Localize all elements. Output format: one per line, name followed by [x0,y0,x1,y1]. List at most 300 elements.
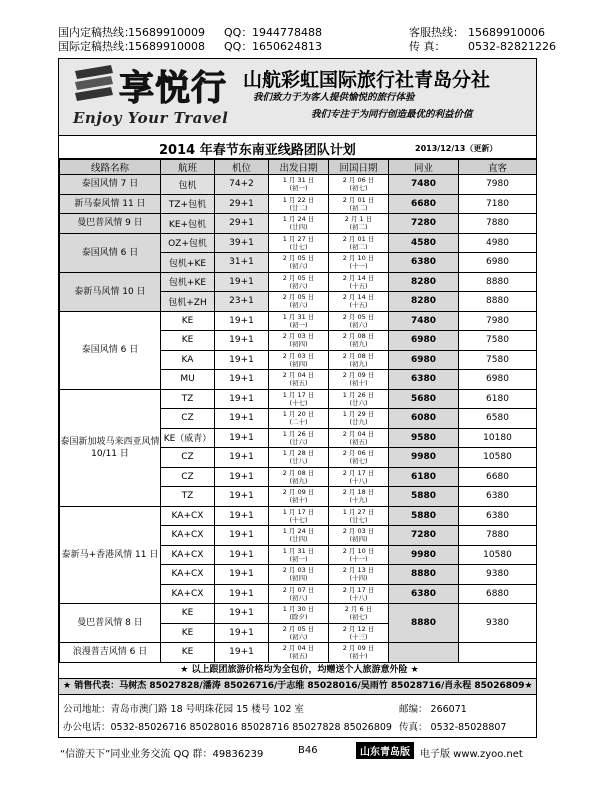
peer-price: 6380 [389,370,459,390]
flight-code: KE [161,331,215,351]
return-date [329,253,389,273]
date-value: 2 月 04 日 [282,644,315,653]
departure-date [269,506,329,526]
peer-price: 8880 [389,604,459,643]
lunar-date: (初一) [289,320,308,329]
route-name: 曼巴普风情 8 日 [60,604,161,643]
flight-code: KA+CX [161,584,215,604]
intl-qq: 1650624813 [252,40,322,53]
qq-group: “信游天下”同业业务交流 QQ 群：49836239 [60,749,264,760]
return-date [329,331,389,351]
logo-text: 享悦行 [119,68,228,109]
direct-price: 4980 [459,233,537,253]
flight-code: KA+CX [161,526,215,546]
date-value: 2 月 08 日 [342,332,375,341]
domestic-label: 国内定稿热线： [58,26,135,39]
direct-price: 7980 [459,311,537,331]
direct-price: 7580 [459,350,537,370]
return-date [329,448,389,468]
lunar-date: (初七) [349,184,368,193]
direct-price: 6380 [459,487,537,507]
service-phone: 15689910006 [468,26,545,39]
lunar-date: (初七) [349,613,368,622]
direct-price: 6980 [459,253,537,273]
column-header: 线路名称 [60,160,161,175]
return-date [329,545,389,565]
date-value: 2 月 08 日 [282,468,315,477]
seat-count: 19+1 [215,428,269,448]
table-row [60,214,537,234]
date-value: 2 月 6 日 [344,605,373,614]
lunar-date: (十七) [289,515,308,524]
seat-count: 29+1 [215,214,269,234]
return-date [329,214,389,234]
plan-title: 2014 年春节东南亚线路团队计划 [159,143,356,158]
direct-price: 7580 [459,331,537,351]
table-row [60,643,537,663]
seat-count: 19+1 [215,350,269,370]
fax-number: 0532-82821226 [468,40,556,53]
seat-count: 19+1 [215,584,269,604]
direct-price: 9380 [459,604,537,643]
seat-count: 31+1 [215,253,269,273]
peer-price: 5880 [389,487,459,507]
domestic-phone: 15689910009 [128,26,205,39]
departure-date [269,565,329,585]
postcode: 邮编： 266071 [399,704,467,715]
footer-fax: 传真： 0532-85028807 [399,722,507,733]
lunar-date: (二十) [289,418,308,427]
peer-price: 4580 [389,233,459,253]
direct-price: 8880 [459,292,537,312]
table-row [60,272,537,292]
slogan-2: 我们专注于为同行创造最优的利益价值 [311,109,473,120]
page-number: B46 [298,745,318,756]
flight-code: KE [161,623,215,643]
fax-label: 传 真： [409,40,446,53]
departure-date [269,253,329,273]
date-value: 1 月 31 日 [282,546,315,555]
direct-price: 6580 [459,409,537,429]
seat-count: 19+1 [215,272,269,292]
table-row [60,233,537,253]
seat-count: 19+1 [215,370,269,390]
return-date [329,292,389,312]
date-value: 1 月 29 日 [342,410,375,419]
seat-count: 19+1 [215,409,269,429]
intl-qq-label: QQ： [224,40,253,53]
lunar-date: (廿七) [289,242,308,251]
slogan-1: 我们致力于为客人提供愉悦的旅行体验 [253,92,415,103]
departure-date [269,428,329,448]
column-header: 直客 [459,160,537,175]
departure-date [269,292,329,312]
peer-price: 7280 [389,214,459,234]
seat-count: 19+1 [215,565,269,585]
seat-count: 19+1 [215,487,269,507]
lunar-date: (初五) [289,652,308,661]
date-value: 1 月 24 日 [282,215,315,224]
lunar-date: (十一) [349,262,368,271]
lunar-date: (十五) [349,301,368,310]
lunar-date: (廿四) [289,535,308,544]
column-header: 回国日期 [329,160,389,175]
date-value: 1 月 26 日 [282,429,315,438]
lunar-date: (初四) [289,359,308,368]
seat-count: 19+1 [215,467,269,487]
direct-price: 6980 [459,370,537,390]
column-header: 出发日期 [269,160,329,175]
return-date [329,428,389,448]
seat-count: 19+1 [215,311,269,331]
flight-code: MU [161,370,215,390]
peer-price: 9980 [389,448,459,468]
date-value: 2 月 09 日 [342,371,375,380]
lunar-date: (廿九) [349,418,368,427]
lunar-date: (初六) [289,281,308,290]
table-row [60,194,537,214]
date-value: 2 月 03 日 [282,351,315,360]
date-value: 2 月 10 日 [342,254,375,263]
sales-reps: ★ 销售代表：马树杰 85027828/潘涛 85026716/于志维 85028016/吴雨竹 85028716/肖永程 85026809★ [59,679,536,695]
return-date [329,233,389,253]
date-value: 1 月 17 日 [282,507,315,516]
date-value: 2 月 05 日 [282,254,315,263]
date-value: 2 月 06 日 [342,176,375,185]
date-value: 1 月 22 日 [282,195,315,204]
office-phone: 办公电话：0532-85026716 85028016 85028716 85027828 85026809 [63,722,392,733]
domestic-qq: 1944778488 [252,26,322,39]
flight-code: KE [161,311,215,331]
table-row [60,311,537,331]
lunar-date: (初六) [289,262,308,271]
peer-price: 6380 [389,584,459,604]
seat-count: 19+1 [215,545,269,565]
intl-label: 国际定稿热线： [58,40,135,53]
return-date [329,409,389,429]
date-value: 1 月 27 日 [282,234,315,243]
route-name: 泰国新加坡马来西亚风情 10/11 日 [60,389,161,506]
lunar-date: (初十) [349,652,368,661]
lunar-date: (初六) [289,632,308,641]
peer-price [389,643,459,663]
lunar-date: (除夕) [289,613,308,622]
lunar-date: (廿八) [289,457,308,466]
seat-count: 19+1 [215,389,269,409]
lunar-date: (廿六) [349,398,368,407]
departure-date [269,467,329,487]
flight-code: TZ [161,389,215,409]
return-date [329,526,389,546]
return-date [329,311,389,331]
departure-date [269,331,329,351]
date-value: 2 月 14 日 [342,293,375,302]
date-value: 2 月 01 日 [342,234,375,243]
direct-price: 6880 [459,584,537,604]
date-value: 1 月 24 日 [282,527,315,536]
date-value: 2 月 18 日 [342,488,375,497]
flight-code: KE（威青） [161,428,215,448]
departure-date [269,604,329,624]
direct-price: 6180 [459,389,537,409]
peer-price: 6080 [389,409,459,429]
date-value: 2 月 17 日 [342,585,375,594]
seat-count: 19+1 [215,643,269,663]
peer-price: 6680 [389,194,459,214]
lunar-date: (初二) [349,223,368,232]
lunar-date: (廿四) [289,223,308,232]
date-value: 1 月 31 日 [282,312,315,321]
return-date [329,272,389,292]
date-value: 2 月 17 日 [342,468,375,477]
date-value: 2 月 1 日 [344,215,373,224]
schedule-table [59,159,537,663]
lunar-date: (十九) [349,496,368,505]
direct-price: 6380 [459,506,537,526]
date-value: 2 月 13 日 [342,566,375,575]
lunar-date: (初一) [289,554,308,563]
lunar-date: (初十) [289,496,308,505]
price-note: ★ 以上跟团旅游价格均为全包价，均赠送个人旅游意外险 ★ [59,663,536,679]
seat-count: 19+1 [215,526,269,546]
date-value: 1 月 30 日 [282,605,315,614]
departure-date [269,311,329,331]
lunar-date: (初二) [349,203,368,212]
return-date [329,389,389,409]
flight-code: KE [161,643,215,663]
plan-title-bar [59,135,536,159]
date-value: 2 月 08 日 [342,351,375,360]
flight-code: 包机+ZH [161,292,215,312]
peer-price: 9980 [389,545,459,565]
banner [59,59,536,135]
plan-date: 2013/12/13（更新） [415,144,498,153]
flight-code: 包机+KE [161,253,215,273]
logo-icon [71,63,117,107]
route-name: 泰新马+香港风情 11 日 [60,506,161,604]
date-value: 2 月 03 日 [282,566,315,575]
date-value: 2 月 04 日 [342,429,375,438]
lunar-date: (初九) [349,340,368,349]
return-date [329,604,389,624]
lunar-date: (初六) [349,320,368,329]
route-name: 泰国风情 6 日 [60,233,161,272]
date-value: 2 月 14 日 [342,273,375,282]
direct-price: 9380 [459,565,537,585]
peer-price: 8280 [389,272,459,292]
table-row [60,506,537,526]
lunar-date: (初四) [289,340,308,349]
flight-code: TZ [161,487,215,507]
date-value: 2 月 03 日 [342,527,375,536]
peer-price: 7280 [389,526,459,546]
flight-code: CZ [161,409,215,429]
return-date [329,506,389,526]
direct-price: 10180 [459,428,537,448]
return-date [329,175,389,195]
flight-code: OZ+包机 [161,233,215,253]
flight-code: TZ+包机 [161,194,215,214]
date-value: 2 月 07 日 [282,585,315,594]
departure-date [269,175,329,195]
peer-price: 6980 [389,331,459,351]
domestic-qq-label: QQ： [224,26,253,39]
date-value: 1 月 31 日 [282,176,315,185]
route-name: 泰国风情 7 日 [60,175,161,195]
direct-price: 10580 [459,448,537,468]
peer-price: 5680 [389,389,459,409]
seat-count: 19+1 [215,623,269,643]
table-row [60,175,537,195]
date-value: 2 月 10 日 [342,546,375,555]
direct-price: 8880 [459,272,537,292]
edition-site: 电子版 www.zyoo.net [420,749,523,760]
route-name: 曼巴普风情 9 日 [60,214,161,234]
peer-price: 8880 [389,565,459,585]
company-name: 山航彩虹国际旅行社青岛分社 [243,69,491,91]
departure-date [269,643,329,663]
return-date [329,467,389,487]
lunar-date: (初八) [289,593,308,602]
logo-subtitle: Enjoy Your Travel [73,109,229,127]
date-value: 1 月 17 日 [282,390,315,399]
return-date [329,565,389,585]
route-name: 新马泰风情 11 日 [60,194,161,214]
peer-price: 7480 [389,311,459,331]
date-value: 1 月 26 日 [342,390,375,399]
departure-date [269,370,329,390]
seat-count: 19+1 [215,604,269,624]
direct-price: 7880 [459,214,537,234]
lunar-date: (十八) [349,476,368,485]
direct-price: 7180 [459,194,537,214]
departure-date [269,389,329,409]
seat-count: 74+2 [215,175,269,195]
seat-count: 29+1 [215,194,269,214]
date-value: 2 月 09 日 [342,644,375,653]
flight-code: CZ [161,467,215,487]
lunar-date: (十七) [289,398,308,407]
lunar-date: (廿六) [289,437,308,446]
flight-code: CZ [161,448,215,468]
flight-code: KA+CX [161,506,215,526]
direct-price: 7880 [459,526,537,546]
service-label: 客服热线： [409,26,464,39]
route-name: 泰新马风情 10 日 [60,272,161,311]
route-name: 浪漫普吉风情 6 日 [60,643,161,663]
return-date [329,623,389,643]
departure-date [269,214,329,234]
flight-code: KE+包机 [161,214,215,234]
date-value: 2 月 06 日 [342,449,375,458]
date-value: 2 月 05 日 [342,312,375,321]
date-value: 2 月 01 日 [342,195,375,204]
flight-code: KE [161,604,215,624]
departure-date [269,272,329,292]
peer-price: 6180 [389,467,459,487]
lunar-date: (廿二) [289,203,308,212]
schedule-frame [58,58,537,738]
peer-price: 7480 [389,175,459,195]
departure-date [269,623,329,643]
peer-price: 6380 [389,253,459,273]
seat-count: 19+1 [215,331,269,351]
seat-count: 19+1 [215,506,269,526]
lunar-date: (初四) [349,535,368,544]
peer-price: 9580 [389,428,459,448]
return-date [329,350,389,370]
lunar-date: (十三) [349,632,368,641]
departure-date [269,545,329,565]
lunar-date: (初十) [349,379,368,388]
direct-price: 10580 [459,545,537,565]
departure-date [269,194,329,214]
departure-date [269,487,329,507]
lunar-date: (初四) [289,574,308,583]
lunar-date: (十一) [349,554,368,563]
seat-count: 23+1 [215,292,269,312]
intl-phone: 15689910008 [128,40,205,53]
table-row [60,389,537,409]
lunar-date: (初九) [349,359,368,368]
lunar-date: (十五) [349,281,368,290]
departure-date [269,584,329,604]
date-value: 2 月 05 日 [282,273,315,282]
route-name: 泰国风情 6 日 [60,311,161,389]
departure-date [269,233,329,253]
flight-code: 包机+KE [161,272,215,292]
flight-code: KA [161,350,215,370]
lunar-date: (初一) [289,184,308,193]
company-footer [59,695,536,739]
paper-edition-badge: 山东青岛版 [356,742,414,759]
flight-code: KA+CX [161,565,215,585]
return-date [329,643,389,663]
date-value: 2 月 03 日 [282,332,315,341]
lunar-date: (初二) [349,242,368,251]
peer-price: 5880 [389,506,459,526]
return-date [329,487,389,507]
departure-date [269,409,329,429]
lunar-date: (廿七) [349,515,368,524]
departure-date [269,448,329,468]
direct-price: 6680 [459,467,537,487]
lunar-date: (初七) [349,457,368,466]
lunar-date: (初九) [289,476,308,485]
company-address: 公司地址：青岛市澳门路 18 号明珠花园 15 楼号 102 室 [63,704,304,715]
date-value: 2 月 05 日 [282,624,315,633]
date-value: 2 月 09 日 [282,488,315,497]
date-value: 1 月 27 日 [342,507,375,516]
seat-count: 39+1 [215,233,269,253]
column-header: 同业 [389,160,459,175]
return-date [329,194,389,214]
direct-price [459,643,537,663]
direct-price: 7980 [459,175,537,195]
peer-price: 8280 [389,292,459,312]
return-date [329,370,389,390]
flight-code: 包机 [161,175,215,195]
lunar-date: (初五) [289,379,308,388]
departure-date [269,350,329,370]
date-value: 2 月 12 日 [342,624,375,633]
peer-price: 6980 [389,350,459,370]
flight-code: KA+CX [161,545,215,565]
return-date [329,584,389,604]
column-header: 机位 [215,160,269,175]
lunar-date: (十八) [349,593,368,602]
date-value: 2 月 05 日 [282,293,315,302]
